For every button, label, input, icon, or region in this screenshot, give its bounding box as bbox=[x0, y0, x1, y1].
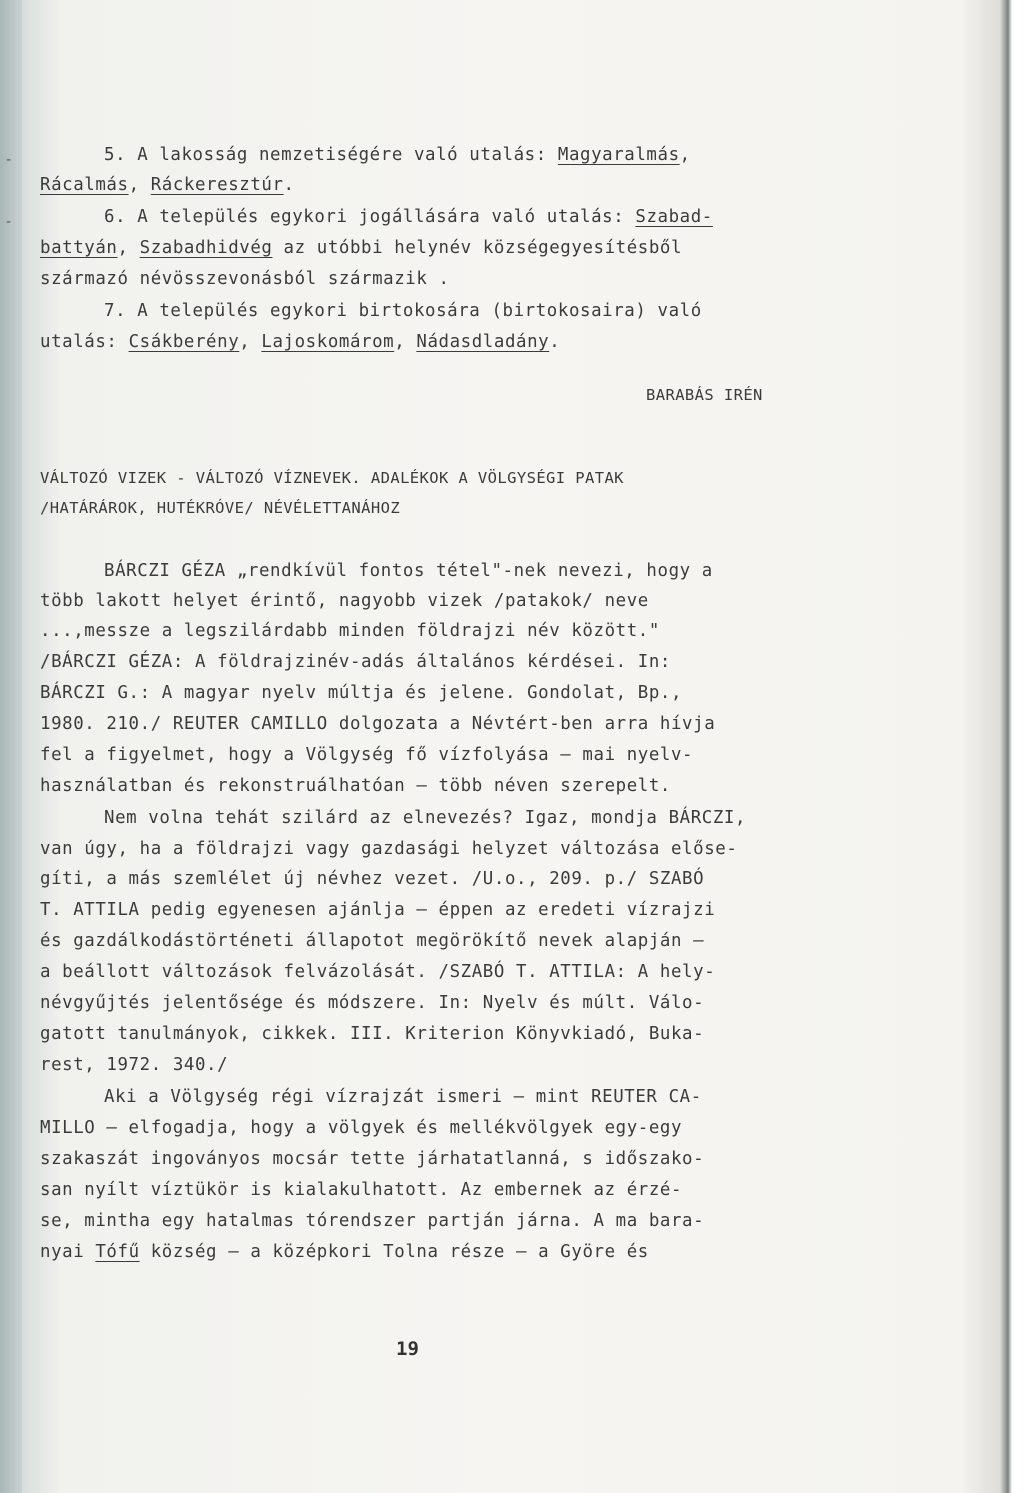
body-line: rest, 1972. 340./ bbox=[40, 1055, 229, 1075]
body-line: BÁRCZI G.: A magyar nyelv múltja és jelene. Gondolat, Bp., bbox=[40, 683, 683, 703]
body-line: fel a figyelmet, hogy a Völgység fő vízfolyása — mai nyelv- bbox=[40, 745, 694, 765]
place-name: Nádasdladány bbox=[416, 332, 550, 352]
author-name: BARABÁS IRÉN bbox=[646, 386, 763, 404]
item-5-line: 5. A lakosság nemzetiségére való utalás: Magyaralmás, bbox=[104, 145, 691, 165]
place-name: Magyaralmás bbox=[557, 145, 680, 165]
body-line: és gazdálkodástörténeti állapotot megörökítő nevek alapján — bbox=[40, 931, 705, 951]
body-line: van úgy, ha a földrajzi vagy gazdasági helyzet változása előse- bbox=[40, 839, 738, 859]
item-7-line: utalás: Csákberény, Lajoskomárom, Nádasdladány. bbox=[40, 332, 561, 352]
body-line: MILLO — elfogadja, hogy a völgyek és mellékvölgyek egy-egy bbox=[40, 1118, 683, 1138]
article-title-line-1: VÁLTOZÓ VIZEK - VÁLTOZÓ VÍZNEVEK. ADALÉKOK A VÖLGYSÉGI PATAK bbox=[40, 469, 624, 487]
item-5-line: Rácalmás, Ráckeresztúr. bbox=[40, 175, 295, 195]
place-name: Csákberény bbox=[128, 332, 240, 352]
body-line: több lakott helyet érintő, nagyobb vizek /patakok/ neve bbox=[40, 591, 649, 611]
body-line: gíti, a más szemlélet új névhez vezet. /U.o., 209. p./ SZABÓ bbox=[40, 869, 705, 889]
body-line: BÁRCZI GÉZA „rendkívül fontos tétel"-nek nevezi, hogy a bbox=[104, 561, 713, 581]
body-line: szakaszát ingoványos mocsár tette járhatatlanná, s időszako- bbox=[40, 1149, 705, 1169]
place-name: Szabad- bbox=[635, 207, 713, 227]
item-6-line: battyán, Szabadhidvég az utóbbi helynév községegyesítésből bbox=[40, 238, 683, 258]
place-name: battyán bbox=[40, 238, 118, 258]
place-name: Ráckeresztúr bbox=[150, 175, 284, 195]
body-line: san nyílt víztükör is kialakulhatott. Az embernek az érzé- bbox=[40, 1180, 683, 1200]
place-name: Tófű bbox=[95, 1242, 140, 1262]
body-line: Aki a Völgység régi vízrajzát ismeri — mint REUTER CA- bbox=[104, 1087, 702, 1107]
margin-mark: - bbox=[6, 152, 12, 168]
body-line: se, mintha egy hatalmas tórendszer partján járna. A ma bara- bbox=[40, 1211, 705, 1231]
item-7-line: 7. A település egykori birtokosára (birtokosaira) való bbox=[104, 301, 702, 321]
body-line: gatott tanulmányok, cikkek. III. Kriterion Könyvkiadó, Buka- bbox=[40, 1024, 705, 1044]
body-line: nyai Tófű község — a középkori Tolna része — a Györe és bbox=[40, 1242, 649, 1262]
body-line: /BÁRCZI GÉZA: A földrajzinév-adás általános kérdései. In: bbox=[40, 652, 671, 672]
item-6-line: származó névösszevonásból származik . bbox=[40, 269, 450, 289]
body-line: névgyűjtés jelentősége és módszere. In: Nyelv és múlt. Válo- bbox=[40, 993, 705, 1013]
body-line: ...,messze a legszilárdabb minden földrajzi név között." bbox=[40, 621, 660, 641]
place-name: Rácalmás bbox=[40, 175, 129, 195]
page-number: 19 bbox=[396, 1338, 419, 1360]
margin-mark: - bbox=[6, 214, 12, 230]
body-line: használatban és rekonstruálhatóan — több néven szerepelt. bbox=[40, 776, 671, 796]
article-title-line-2: /HATÁRÁROK, HUTÉKRÓVE/ NÉVÉLETTANÁHOZ bbox=[40, 499, 401, 517]
body-line: T. ATTILA pedig egyenesen ajánlja — éppen az eredeti vízrajzi bbox=[40, 900, 716, 920]
body-line: 1980. 210./ REUTER CAMILLO dolgozata a Névtért-ben arra hívja bbox=[40, 714, 716, 734]
body-line: Nem volna tehát szilárd az elnevezés? Igaz, mondja BÁRCZI, bbox=[104, 808, 747, 828]
place-name: Szabadhidvég bbox=[139, 238, 273, 258]
body-line: a beállott változások felvázolását. /SZABÓ T. ATTILA: A hely- bbox=[40, 962, 716, 982]
place-name: Lajoskomárom bbox=[261, 332, 395, 352]
item-6-line: 6. A település egykori jogállására való utalás: Szabad- bbox=[104, 207, 713, 227]
